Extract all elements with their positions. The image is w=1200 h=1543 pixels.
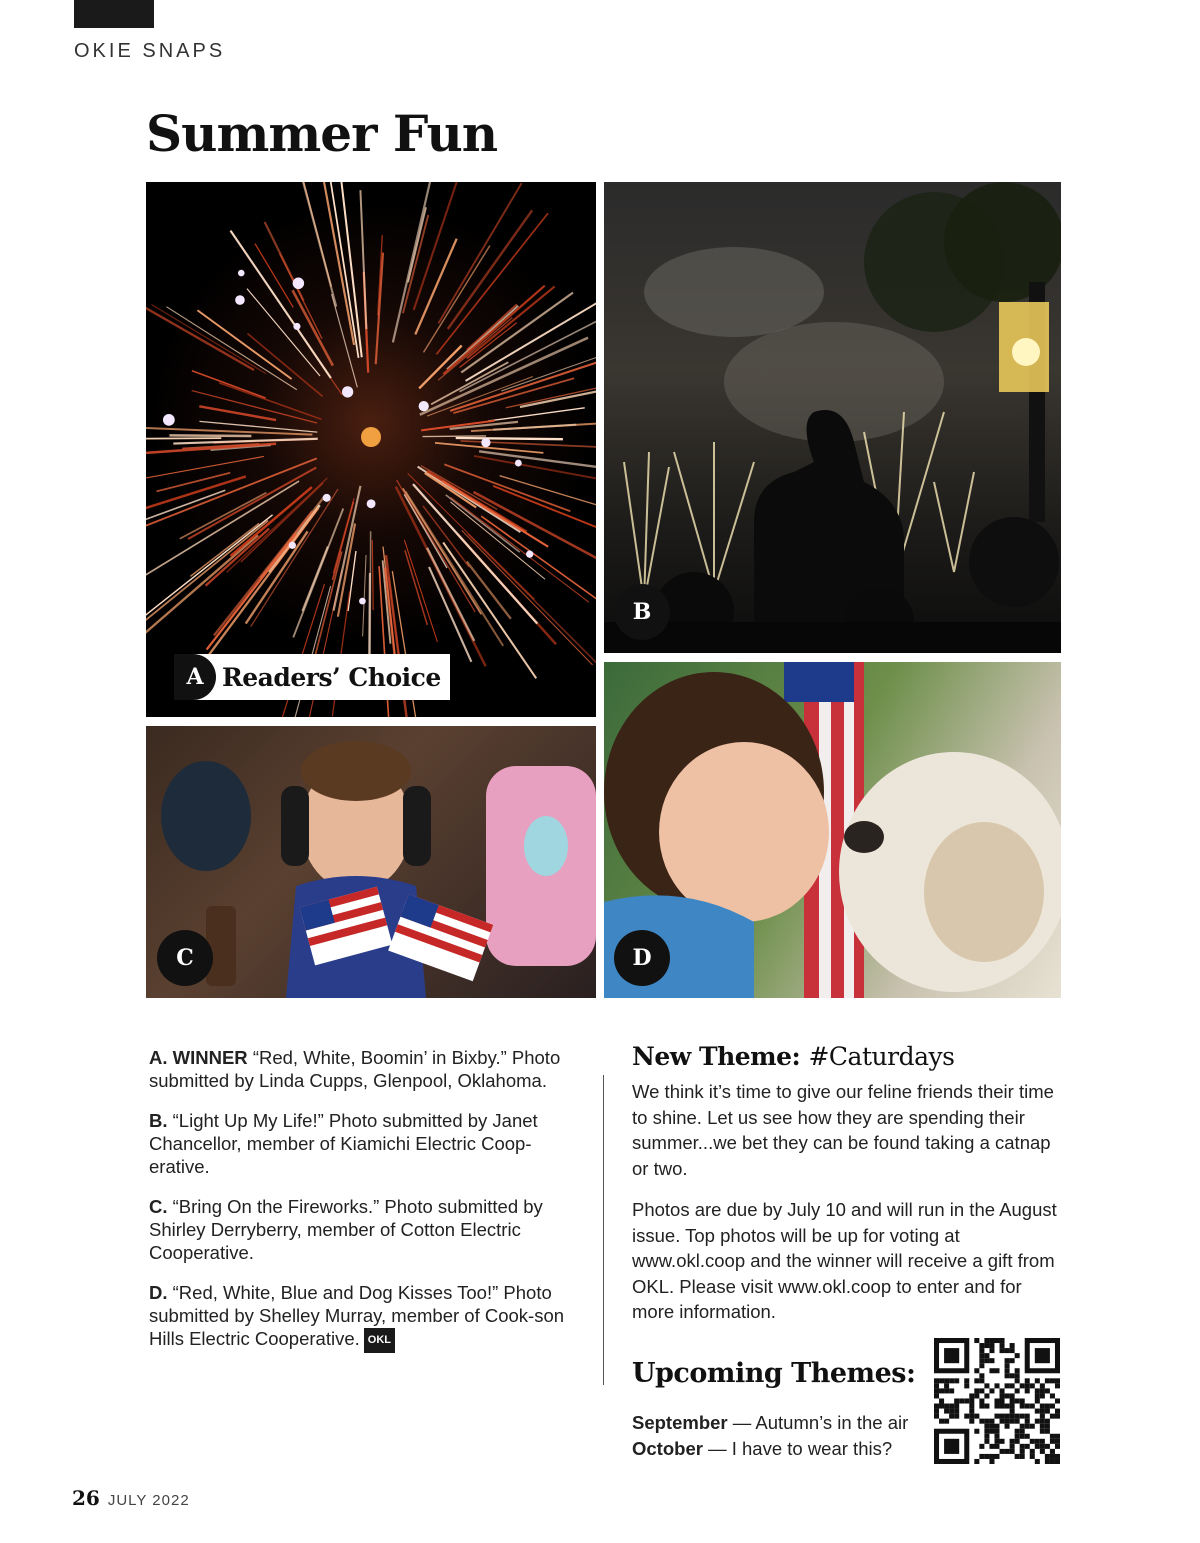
upcoming-theme: — I have to wear this? xyxy=(702,1438,893,1459)
upcoming-item-september xyxy=(632,1410,908,1436)
photo-a-letter: A xyxy=(174,654,216,700)
page-title: Summer Fun xyxy=(146,104,498,163)
caption-a-winner: WINNER xyxy=(172,1047,248,1068)
new-theme-intro: We think it’s time to give our feline friends their time to shine. Let us see how they are spending their summer...we bet they can be found taking a catnap or two. xyxy=(632,1081,1054,1179)
toddler-image xyxy=(146,726,596,998)
new-theme-details: Photos are due by July 10 and will run in the August issue. Top photos will be up for voting at www.okl.coop and the winner will receive a gift from OKL. Please visit www.okl.coop to enter and for more information. xyxy=(632,1199,1057,1322)
crowd-silhouette-image xyxy=(604,182,1061,653)
readers-choice-label xyxy=(174,654,450,700)
new-theme-heading xyxy=(632,1042,1064,1071)
caption-a xyxy=(149,1046,587,1092)
caption-b-letter: B. xyxy=(149,1110,168,1131)
caption-d xyxy=(149,1281,587,1353)
photo-a-fireworks[interactable] xyxy=(146,182,596,717)
new-theme-section xyxy=(632,1042,1064,1341)
column-divider xyxy=(603,1075,604,1385)
photo-captions xyxy=(149,1046,587,1370)
page-number: 26 xyxy=(72,1486,100,1510)
okl-end-mark: OKL xyxy=(364,1328,395,1353)
upcoming-themes-heading: Upcoming Themes: xyxy=(632,1358,916,1389)
caption-c-text: “Bring On the Fireworks.” Photo submitted by Shirley Derryberry, member of Cotton Electric Cooperative. xyxy=(149,1196,543,1263)
upcoming-theme: — Autumn’s in the air xyxy=(727,1412,909,1433)
caption-c-letter: C. xyxy=(149,1196,168,1217)
page-footer xyxy=(72,1486,190,1510)
caption-d-letter: D. xyxy=(149,1282,168,1303)
photo-b-crowd-fireworks[interactable] xyxy=(604,182,1061,653)
caption-a-text: “Red, White, Boomin’ in Bixby.” Photo submitted by Linda Cupps, Glenpool, Oklahoma. xyxy=(149,1047,561,1091)
photo-c-letter: C xyxy=(157,930,213,986)
upcoming-month: October xyxy=(632,1438,703,1459)
header-bar xyxy=(74,0,154,28)
new-theme-label: New Theme: xyxy=(632,1042,801,1071)
upcoming-month: September xyxy=(632,1412,728,1433)
caption-a-letter: A. xyxy=(149,1047,168,1068)
photo-c-toddler-flags[interactable] xyxy=(146,726,596,998)
photo-b-letter: B xyxy=(614,584,670,640)
fireworks-burst-image xyxy=(146,182,596,717)
upcoming-item-october xyxy=(632,1436,908,1462)
section-label: OKIE SNAPS xyxy=(74,40,226,62)
boy-dog-image xyxy=(604,662,1061,998)
photo-d-letter: D xyxy=(614,930,670,986)
caption-b-text: “Light Up My Life!” Photo submitted by Janet Chancellor, member of Kiamichi Electric Coop-erative. xyxy=(149,1110,538,1177)
readers-choice-text: Readers’ Choice xyxy=(222,662,441,692)
photo-d-boy-dog-kiss[interactable] xyxy=(604,662,1061,998)
qr-code-icon[interactable] xyxy=(934,1336,1060,1466)
caption-d-text: “Red, White, Blue and Dog Kisses Too!” Photo submitted by Shelley Murray, member of Cook-son Hills Electric Cooperative. xyxy=(149,1282,565,1349)
caption-b xyxy=(149,1109,587,1178)
upcoming-themes-list xyxy=(632,1410,908,1462)
new-theme-hashtag: #Caturdays xyxy=(808,1042,955,1071)
issue-date: JULY 2022 xyxy=(107,1492,190,1509)
caption-c xyxy=(149,1195,587,1264)
